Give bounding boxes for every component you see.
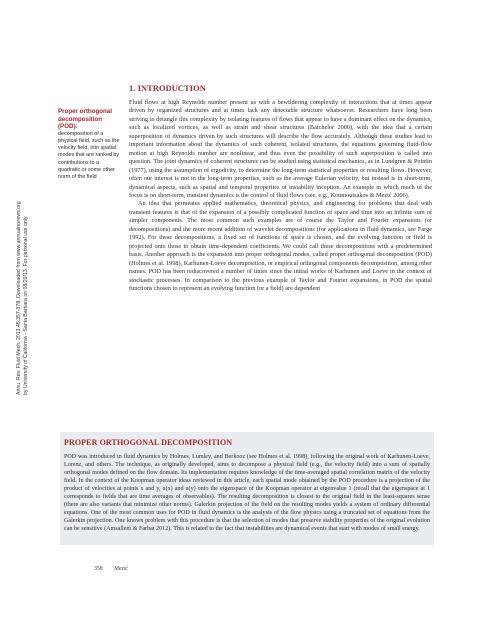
running-author: Mezić bbox=[114, 566, 128, 572]
intro-paragraph-1: Fluid flows at high Reynolds number present us with a bewildering complexity of interactions that at times appear driven by organized structures and at times lack any detectable structure whatsoever. Researchers have long been striving to detangle this complexity by isolating features of flows that appear to have a dominant effect on the dynamics, such as localized vortices, as well as strain and shear structures (Batchelor 2000), with the idea that a certain superposition of dynamics driven by such structures will describe the flow accurately. Although these studies lead to important information about the dynamics of such coherent, isolated structures, the equations governing fluid-flow motion at high Reynolds number are nonlinear, and thus even the possibility of such superposition is called into question. The joint dynamics of coherent structures can be studied using statistical mechanics, as in Lundgren & Pointin (1977), using the assumption of ergodicity, to determine the long-term statistical properties or resulting flows. However, often our interest is not in the long-term properties, such as the average Eulerian velocity, but instead is in short-term, dynamical aspects, such as spatial and temporal properties of instability inception. An example in which much of the focus is on short-term, transient dynamics is the control of fluid flows (see, e.g., Koumoutsakos & Mezić 2006). bbox=[129, 99, 432, 199]
page-footer bbox=[94, 566, 128, 572]
download-stamp bbox=[16, 201, 30, 395]
section-heading-introduction: 1. INTRODUCTION bbox=[129, 84, 206, 93]
sidebar-box-paragraph: POD was introduced in fluid dynamics by Holmes, Lumley, and Berkooz (see Holmes et al. 1998), following the original work of Karhunen-Loeve, Lorenz, and others. The technique, as originally developed, aims to decompose a physical field (e.g., the velocity field) into a sum of spatially orthogonal modes defined on the flow domain. Its implementation requires knowledge of the time-averaged spatial correlation matrix of the velocity field. In the context of the Koopman operator ideas reviewed in this article, each spatial mode obtained by the POD procedure is a projection of the product of velocities at points x and y, u(x) and u(y) onto the eigenspace of the Koopman operator at eigenvalue 1 (recall that the eigenspace at 1 corresponds to fields that are time averages of observables). The resulting decomposition is closest to the original field in the least-squares sense (there are also variants that minimize other norms). Galerkin projection of the field on the resulting modes yields a system of ordinary differential equations. One of the most common uses for POD in fluid dynamics is the analysis of the flow physics using a truncated set of equations from the Galerkin projection. One known problem with this procedure is that the selection of modes that preserve stability properties of the original evolution can be sensitive (Amsallem & Farhat 2012). This is related to the fact that instabilities are dynamical events that start with modes of small energy. bbox=[64, 454, 430, 532]
sidebar-box-body bbox=[64, 454, 430, 534]
page-number: 358 bbox=[94, 566, 103, 572]
download-stamp-line-1: Annu. Rev. Fluid Mech. 2013.45:357-378. Downloaded from www.annualreviews.org bbox=[16, 201, 22, 395]
introduction-body bbox=[129, 99, 432, 293]
download-stamp-line-2: by University of California - Santa Barbara on 08/20/13. For personal use only. bbox=[23, 215, 29, 395]
margin-glossary-note bbox=[58, 108, 120, 181]
glossary-term: Proper orthogonal decomposition (POD): bbox=[58, 108, 112, 131]
intro-paragraph-2: An idea that permeates applied mathematics, theoretical physics, and engineering for problems that deal with transient features is that of the expansion of a possibly complicated function of space and time into an infinite sum of simpler components. The most common such examples are of course the Taylor and Fourier expansions (or decompositions) and the more recent addition of wavelet decompositions (for applications in fluid dynamics, see Farge 1992). For these decompositions, a fixed set of functions of space is chosen, and the evolving function or field is projected onto those to obtain time-dependent coefficients. We could call these decompositions with a predetermined basis. Another approach is the expansion into proper orthogonal modes, called proper orthogonal decomposition (POD) (Holmes et al. 1998), Karhunen-Loeve decomposition, or empirical orthogonal components decomposition, among other names. POD has been rediscovered a number of times since the initial works of Karhunen and Loeve in the context of stochastic processes. In comparison to the previous example of Taylor and Fourier expansions, in POD the spatial functions chosen to represent an evolving function (or a field) are dependent bbox=[129, 200, 432, 292]
sidebar-box-heading: PROPER ORTHOGONAL DECOMPOSITION bbox=[64, 438, 233, 447]
glossary-definition: decomposition of a physical field, such as the velocity field, into spatial modes that are ranked by contributions to a quadratic or some other norm of the field bbox=[58, 130, 120, 180]
